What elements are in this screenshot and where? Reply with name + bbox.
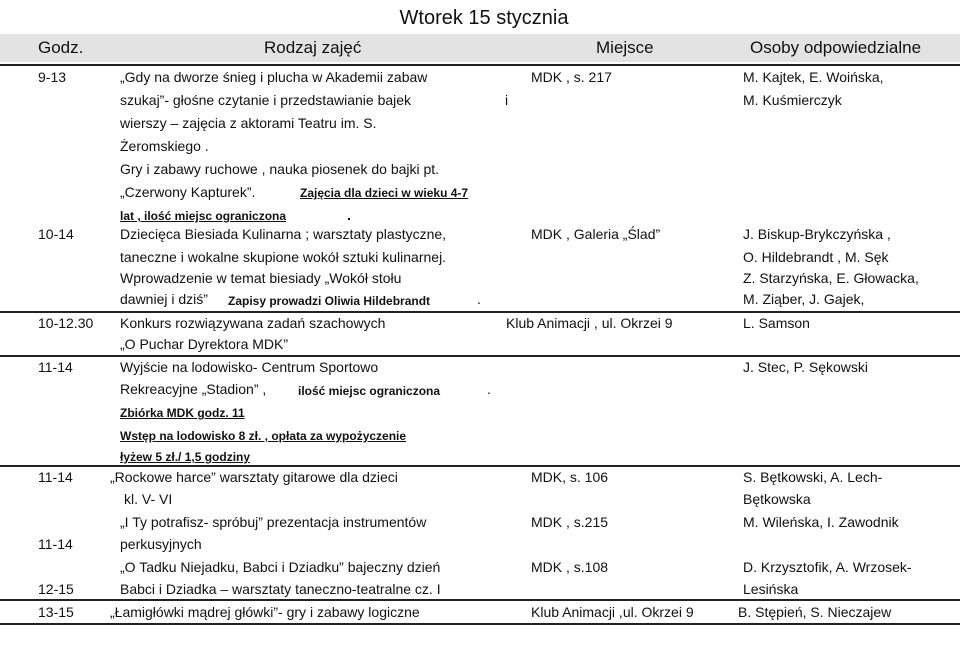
activity-line: „Rockowe harce” warsztaty gitarowe dla dzieci: [110, 469, 398, 485]
row-place: MDK, s. 106: [531, 469, 609, 485]
activity-line: „Łamigłówki mądrej główki”- gry i zabawy logiczne: [110, 604, 420, 620]
row-rule: [0, 355, 960, 357]
activity-line: .: [477, 291, 481, 307]
activity-line: Rekreacyjne „Stadion” ,: [120, 381, 267, 397]
row-time: 12-15: [38, 581, 74, 597]
activity-note: Zapisy prowadzi Oliwia Hildebrandt: [228, 294, 431, 308]
activity-line: Wyjście na lodowisko- Centrum Sportowo: [120, 359, 379, 375]
activity-note: Wstęp na lodowisko 8 zł. , opłata za wypożyczenie: [120, 429, 407, 443]
row-rule: [0, 599, 960, 601]
row-place: Klub Animacji ,ul. Okrzei 9: [531, 604, 694, 620]
activity-line: „Czerwony Kapturek”.: [120, 184, 256, 200]
table-header: [0, 34, 960, 62]
row-people: O. Hildebrandt , M. Sęk: [743, 249, 889, 265]
row-people: Lesińska: [743, 581, 799, 597]
row-place: Klub Animacji , ul. Okrzei 9: [506, 315, 673, 331]
header-activity: Rodzaj zajęć: [264, 38, 362, 57]
activity-line: dawniej i dziś”: [120, 291, 208, 307]
activity-line: Dziecięca Biesiada Kulinarna ; warsztaty plastyczne,: [120, 226, 447, 242]
row-time: 10-12.30: [38, 315, 94, 331]
header-people: Osoby odpowiedzialne: [750, 38, 922, 57]
activity-note: ilość miejsc ograniczona: [298, 384, 441, 398]
row-people: D. Krzysztofik, A. Wrzosek-: [743, 559, 912, 575]
row-people: S. Bętkowski, A. Lech-: [743, 469, 883, 485]
activity-line: „Gdy na dworze śnieg i plucha w Akademii zabaw: [120, 69, 428, 85]
row-place: MDK , Galeria „Ślad”: [531, 226, 661, 242]
row-time: 11-14: [38, 536, 73, 552]
activity-line: szukaj”- głośne czytanie i przedstawianie bajek: [120, 92, 412, 108]
page-title: Wtorek 15 stycznia: [399, 7, 569, 29]
row-people: M. Wileńska, I. Zawodnik: [743, 514, 899, 530]
activity-line: .: [347, 207, 351, 223]
activity-line: Babci i Dziadka – warsztaty taneczno-teatralne cz. I: [120, 581, 441, 597]
activity-line: Wprowadzenie w temat biesiady „Wokół stołu: [120, 270, 402, 286]
activity-line: taneczne i wokalne skupione wokół sztuki kulinarnej.: [120, 249, 447, 265]
row-people: Z. Starzyńska, E. Głowacka,: [743, 270, 919, 286]
row-rule: [0, 311, 960, 313]
activity-note: Zajęcia dla dzieci w wieku 4-7: [300, 186, 469, 200]
activity-line: i: [505, 92, 509, 108]
header-place: Miejsce: [596, 38, 654, 57]
row-time: 11-14: [38, 359, 73, 375]
row-time: 13-15: [38, 604, 74, 620]
row-place: MDK , s.215: [531, 514, 609, 530]
activity-note: łyżew 5 zł./ 1,5 godziny: [120, 450, 251, 464]
header-time: Godz.: [38, 38, 84, 57]
activity-line: Konkurs rozwiązywana zadań szachowych: [120, 315, 386, 331]
activity-line: kl. V- VI: [124, 491, 173, 507]
row-people: J. Biskup-Brykczyńska ,: [743, 226, 891, 242]
row-place: MDK , s.108: [531, 559, 609, 575]
activity-line: Żeromskiego .: [120, 138, 209, 154]
row-rule: [0, 623, 960, 625]
activity-line: .: [487, 381, 491, 397]
row-time: 9-13: [38, 69, 67, 85]
row-people: L. Samson: [743, 315, 810, 331]
row-rule: [0, 465, 960, 467]
activity-line: wierszy – zajęcia z aktorami Teatru im. S.: [120, 115, 377, 131]
row-time: 10-14: [38, 226, 74, 242]
activity-line: „O Puchar Dyrektora MDK”: [120, 336, 289, 352]
activity-line: Gry i zabawy ruchowe , nauka piosenek do bajki pt.: [120, 161, 440, 177]
row-people: J. Stec, P. Sękowski: [743, 359, 869, 375]
row-place: MDK , s. 217: [531, 69, 612, 85]
activity-note: Zbiórka MDK godz. 11: [120, 406, 245, 420]
activity-line: „O Tadku Niejadku, Babci i Dziadku” bajeczny dzień: [120, 559, 441, 575]
row-people: M. Kuśmierczyk: [743, 92, 842, 108]
row-time: 11-14: [38, 469, 73, 485]
activity-line: perkusyjnych: [120, 536, 202, 552]
activity-note: lat , ilość miejsc ograniczona: [120, 209, 287, 223]
row-people: M. Ziąber, J. Gajek,: [743, 291, 865, 307]
activity-line: „I Ty potrafisz- spróbuj” prezentacja instrumentów: [120, 514, 427, 530]
header-rule: [0, 64, 960, 66]
row-people: Bętkowska: [743, 491, 811, 507]
row-people: B. Stępień, S. Nieczajew: [738, 604, 892, 620]
row-people: M. Kajtek, E. Woińska,: [743, 69, 884, 85]
